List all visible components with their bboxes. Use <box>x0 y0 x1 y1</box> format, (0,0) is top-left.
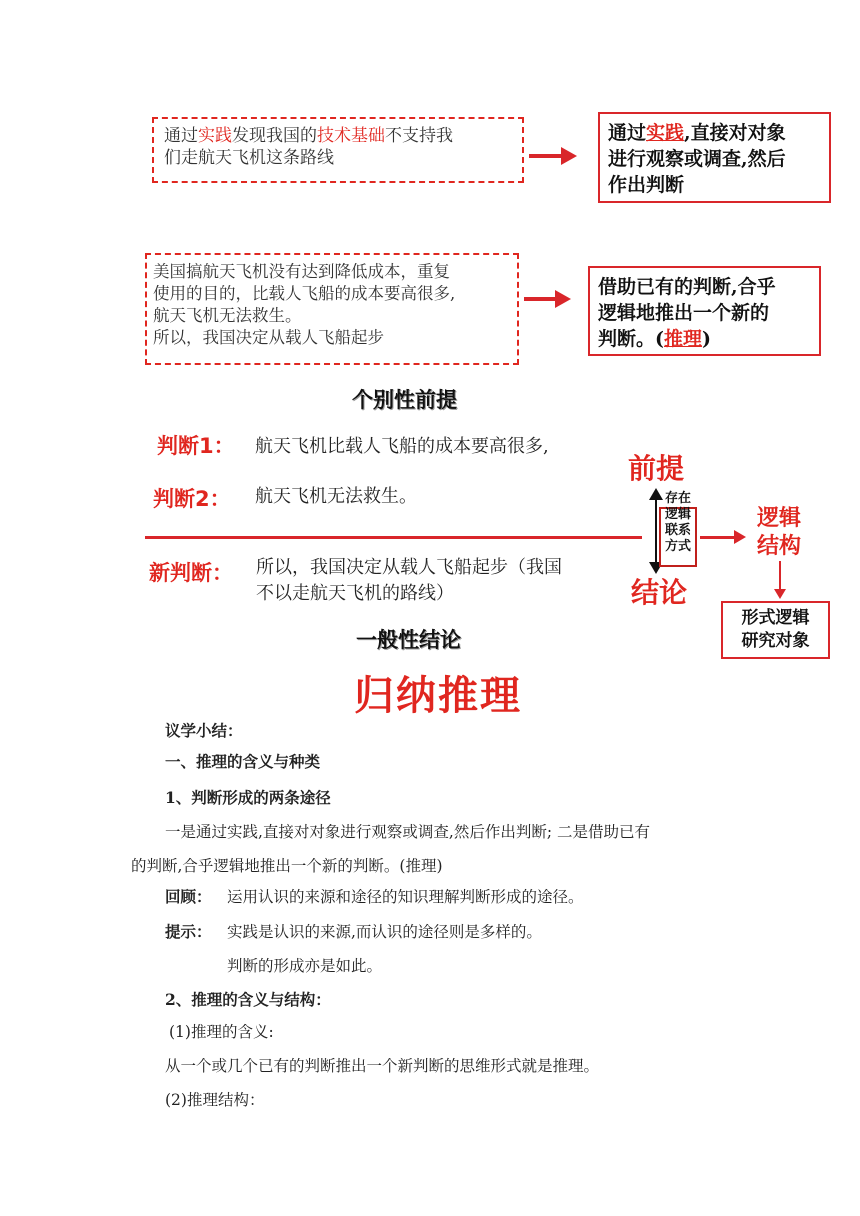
hint-label: 提示： <box>165 922 212 941</box>
hint-text-2: 判断的形成亦是如此。 <box>227 957 383 975</box>
conclusion-label: 结论 <box>631 576 688 609</box>
arrow-down-icon <box>773 561 787 599</box>
practice-example-box: 通过实践发现我国的技术基础不支持我 们走航天飞机这条路线 <box>152 117 524 183</box>
arrow-right-icon <box>529 154 563 158</box>
main-title: 归纳推理 <box>354 673 522 719</box>
formal-logic-box: 形式逻辑 研究对象 <box>721 601 830 659</box>
judgment1-label: 判断1： <box>157 434 235 458</box>
judgment1-text: 航天飞机比载人飞船的成本要高很多, <box>255 436 549 457</box>
item2-heading: (2)推理结构： <box>165 1091 265 1109</box>
sub1-heading: 1、判断形成的两条途径 <box>165 788 331 807</box>
summary-title: 议学小结： <box>165 721 243 740</box>
judgment2-label: 判断2： <box>153 487 231 511</box>
judgment2-text: 航天飞机无法救生。 <box>255 486 417 507</box>
review-label: 回顾： <box>165 887 212 906</box>
connection-text: 存在 逻辑 联系 方式 <box>664 491 691 554</box>
new-judgment-text: 所以，我国决定从载人飞船起步（我国 不以走航天飞机的路线） <box>256 557 562 604</box>
review-text: 运用认识的来源和途径的知识理解判断形成的途径。 <box>227 888 584 906</box>
hint-text-1: 实践是认识的来源,而认识的途径则是多样的。 <box>227 923 542 941</box>
reasoning-example-box: 美国搞航天飞机没有达到降低成本，重复 使用的目的，比载人飞船的成本要高很多, 航天飞机无法救生。 所以，我国决定从载人飞船起步 <box>145 253 519 365</box>
item1-heading: (1)推理的含义: <box>169 1023 274 1041</box>
arrow-head-icon <box>555 290 571 308</box>
arrow-right-icon <box>524 297 556 301</box>
logic-structure-label: 逻辑 结构 <box>757 506 802 559</box>
sub2-heading: 2、推理的含义与结构： <box>165 990 331 1009</box>
practice-definition-box: 通过实践,直接对对象 进行观察或调查,然后 作出判断 <box>598 112 831 203</box>
new-judgment-label: 新判断： <box>149 561 233 585</box>
premise-label: 前提 <box>628 452 685 485</box>
arrow-right-icon <box>700 536 736 539</box>
para1-line1: 一是通过实践,直接对对象进行观察或调查,然后作出判断; 二是借助已有 <box>165 823 651 841</box>
premise-conclusion-divider <box>145 536 642 539</box>
general-conclusion-heading: 一般性结论 <box>356 628 461 652</box>
reasoning-definition-box: 借助已有的判断,合乎 逻辑地推出一个新的 判断。(推理) <box>588 266 821 356</box>
item1-text: 从一个或几个已有的判断推出一个新判断的思维形式就是推理。 <box>165 1057 600 1075</box>
arrow-head-icon <box>734 530 746 544</box>
individual-premise-heading: 个别性前提 <box>352 388 457 412</box>
para1-line2: 的判断,合乎逻辑地推出一个新的判断。(推理) <box>131 857 443 875</box>
section1-heading: 一、推理的含义与种类 <box>165 752 321 771</box>
arrow-head-icon <box>561 147 577 165</box>
